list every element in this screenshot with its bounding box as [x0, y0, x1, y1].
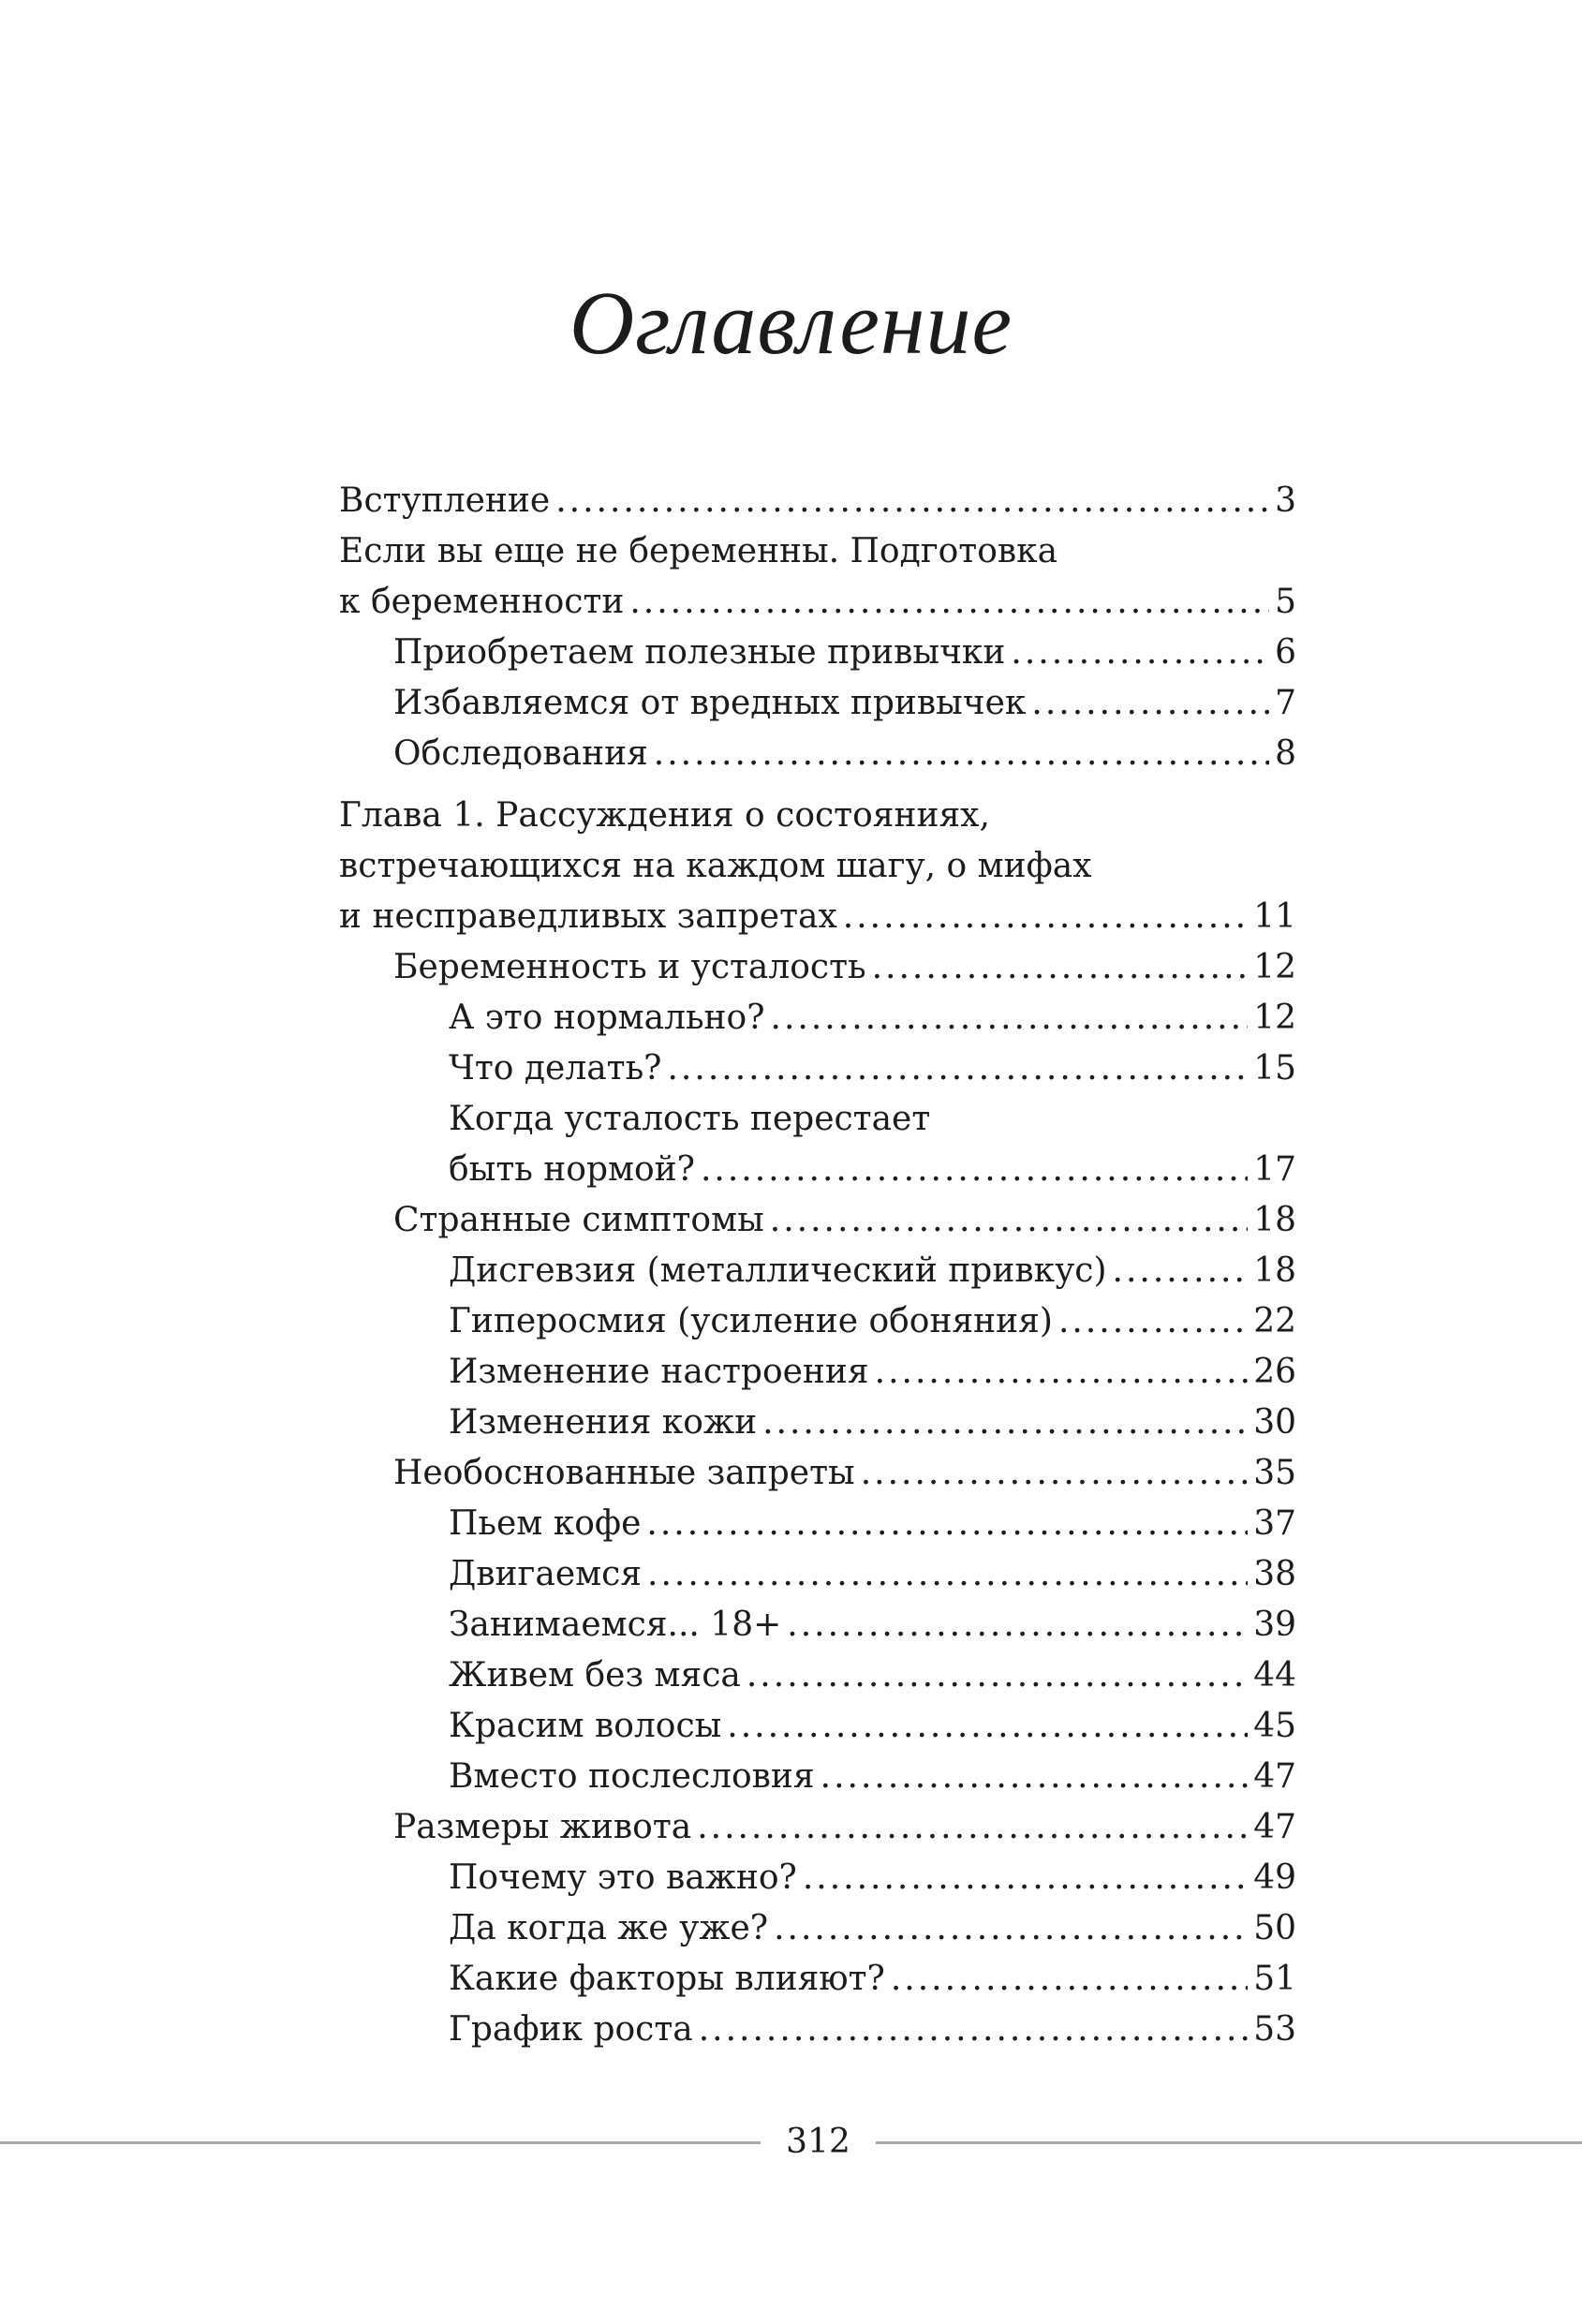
- toc-entry-page: 47: [1253, 1757, 1296, 1796]
- toc-entry[interactable]: [339, 1246, 1296, 1296]
- toc-entry-title: Почему это важно?: [449, 1858, 797, 1897]
- dot-leader: [1031, 678, 1269, 729]
- toc-entry-page: 22: [1253, 1302, 1296, 1340]
- toc-entry-page: 47: [1253, 1808, 1296, 1846]
- toc-entry[interactable]: [339, 993, 1296, 1044]
- toc-entry-title: Да когда же уже?: [449, 1909, 769, 1947]
- dot-leader: [1113, 1246, 1249, 1296]
- toc-entry-page: 38: [1253, 1555, 1296, 1593]
- toc-entry-line: [339, 526, 1296, 577]
- toc-entry[interactable]: [339, 1600, 1296, 1650]
- toc-entry-page: 35: [1253, 1454, 1296, 1492]
- page-number: 312: [786, 2123, 850, 2161]
- dot-leader: [762, 1398, 1248, 1448]
- dot-leader: [646, 1499, 1248, 1549]
- toc-entry-title: Что делать?: [449, 1049, 662, 1088]
- dot-leader: [787, 1600, 1248, 1650]
- toc-entry-page: 39: [1253, 1606, 1296, 1644]
- toc-entry-page: 6: [1275, 633, 1296, 672]
- toc-entry-title: Двигаемся: [449, 1555, 643, 1593]
- toc-entry-title: А это нормально?: [449, 999, 765, 1037]
- toc-entry-line: [339, 791, 1296, 841]
- toc-entry-title: Вместо послесловия: [449, 1757, 815, 1796]
- toc-entry-page: 3: [1275, 481, 1296, 520]
- toc-entry-page: 15: [1253, 1049, 1296, 1088]
- toc-entry-page: 44: [1253, 1656, 1296, 1695]
- toc-entry-page: 11: [1253, 897, 1296, 936]
- toc-entry[interactable]: [339, 1752, 1296, 1802]
- dot-leader: [747, 1650, 1248, 1701]
- toc-entry-title: Какие факторы влияют?: [449, 1960, 885, 1998]
- toc-entry-title: Размеры живота: [393, 1808, 692, 1846]
- toc-entry[interactable]: [339, 628, 1296, 678]
- dot-leader: [891, 1954, 1248, 2005]
- toc-entry[interactable]: [339, 729, 1296, 779]
- toc-entry-page: 45: [1253, 1707, 1296, 1745]
- toc-entry-title: Если вы еще не беременны. Подготовка: [339, 532, 1058, 570]
- dot-leader: [629, 577, 1269, 628]
- toc-entry[interactable]: [339, 1549, 1296, 1600]
- dot-leader: [872, 942, 1249, 993]
- toc-entry-title: Необоснованные запреты: [393, 1454, 855, 1492]
- page-title: Оглавление: [569, 273, 1013, 373]
- toc-entry-title: Занимаемся... 18+: [449, 1606, 782, 1644]
- toc-entry[interactable]: [339, 1145, 1296, 1195]
- toc-entry-title: Обследования: [393, 734, 648, 773]
- dot-leader: [875, 1347, 1249, 1398]
- toc-entry-page: 53: [1253, 2010, 1296, 2049]
- toc-entry[interactable]: [339, 1650, 1296, 1701]
- toc-entry-title: Изменения кожи: [449, 1403, 758, 1442]
- toc-entry-page: 7: [1275, 684, 1296, 722]
- toc-entry-title: Когда усталость перестает: [449, 1100, 931, 1138]
- dot-leader: [647, 1549, 1248, 1600]
- toc-entry-title: Вступление: [339, 481, 551, 520]
- dot-leader: [821, 1752, 1249, 1802]
- toc-entry-page: 51: [1253, 1960, 1296, 1998]
- toc-entry[interactable]: [339, 1398, 1296, 1448]
- toc-entry-page: 49: [1253, 1858, 1296, 1897]
- dot-leader: [803, 1853, 1248, 1903]
- toc-entry-title: Избавляемся от вредных привычек: [393, 684, 1027, 722]
- dot-leader: [861, 1448, 1249, 1499]
- toc-entry[interactable]: [339, 1802, 1296, 1853]
- toc-entry[interactable]: [339, 1347, 1296, 1398]
- toc-entry[interactable]: [339, 1044, 1296, 1094]
- toc-entry-page: 8: [1275, 734, 1296, 773]
- toc-entry-title: Гиперосмия (усиление обоняния): [449, 1302, 1053, 1340]
- dot-leader: [727, 1701, 1248, 1752]
- toc-entry[interactable]: [339, 1195, 1296, 1246]
- toc-entry[interactable]: [339, 1903, 1296, 1954]
- dot-leader: [699, 2005, 1248, 2055]
- toc-entry[interactable]: [339, 892, 1296, 942]
- dot-leader: [701, 1145, 1248, 1195]
- toc-entry-title: Изменение настроения: [449, 1353, 869, 1391]
- toc-entry-page: 26: [1253, 1353, 1296, 1391]
- toc-entry-page: 37: [1253, 1504, 1296, 1543]
- toc-entry-line: [339, 841, 1296, 892]
- toc-entry-title: Странные симптомы: [393, 1201, 764, 1239]
- dot-leader: [654, 729, 1269, 779]
- toc-entry[interactable]: [339, 2005, 1296, 2055]
- toc-entry[interactable]: [339, 1296, 1296, 1347]
- toc-entry-title: быть нормой?: [449, 1150, 695, 1189]
- toc-entry[interactable]: [339, 1853, 1296, 1903]
- dot-leader: [1058, 1296, 1248, 1347]
- toc-entry-title: к беременности: [339, 583, 625, 621]
- toc-entry[interactable]: [339, 1448, 1296, 1499]
- toc-entry-title: и несправедливых запретах: [339, 897, 837, 936]
- toc-entry-title: Беременность и усталость: [393, 948, 866, 986]
- toc-entry-page: 18: [1253, 1251, 1296, 1290]
- dot-leader: [771, 993, 1249, 1044]
- toc-entry[interactable]: [339, 678, 1296, 729]
- dot-leader: [774, 1903, 1248, 1954]
- dot-leader: [697, 1802, 1248, 1853]
- table-of-contents: [339, 476, 1296, 2055]
- toc-entry-title: Пьем кофе: [449, 1504, 642, 1543]
- toc-entry[interactable]: [339, 577, 1296, 628]
- toc-entry-page: 30: [1253, 1403, 1296, 1442]
- footer-rule-left: [0, 2141, 761, 2144]
- toc-entry-page: 17: [1253, 1150, 1296, 1189]
- dot-leader: [555, 476, 1269, 526]
- toc-entry-line: [339, 1094, 1296, 1145]
- dot-leader: [843, 892, 1248, 942]
- toc-entry-title: Красим волосы: [449, 1707, 722, 1745]
- toc-entry[interactable]: [339, 1954, 1296, 2005]
- toc-entry-title: Глава 1. Рассуждения о состояниях,: [339, 796, 990, 835]
- toc-entry-page: 12: [1253, 999, 1296, 1037]
- toc-entry-title: График роста: [449, 2010, 693, 2049]
- dot-leader: [770, 1195, 1248, 1246]
- toc-entry-title: Приобретаем полезные привычки: [393, 633, 1006, 672]
- toc-entry[interactable]: [339, 476, 1296, 526]
- toc-entry-page: 12: [1253, 948, 1296, 986]
- toc-entry[interactable]: [339, 942, 1296, 993]
- toc-entry[interactable]: [339, 1499, 1296, 1549]
- toc-entry-page: 5: [1275, 583, 1296, 621]
- footer-rule-right: [876, 2141, 1582, 2144]
- dot-leader: [667, 1044, 1248, 1094]
- toc-entry-title: Дисгевзия (металлический привкус): [449, 1251, 1107, 1290]
- toc-entry-title: встречающихся на каждом шагу, о мифах: [339, 847, 1092, 885]
- toc-entry[interactable]: [339, 1701, 1296, 1752]
- toc-entry-title: Живем без мяса: [449, 1656, 741, 1695]
- toc-entry-page: 50: [1253, 1909, 1296, 1947]
- toc-entry-page: 18: [1253, 1201, 1296, 1239]
- dot-leader: [1011, 628, 1269, 678]
